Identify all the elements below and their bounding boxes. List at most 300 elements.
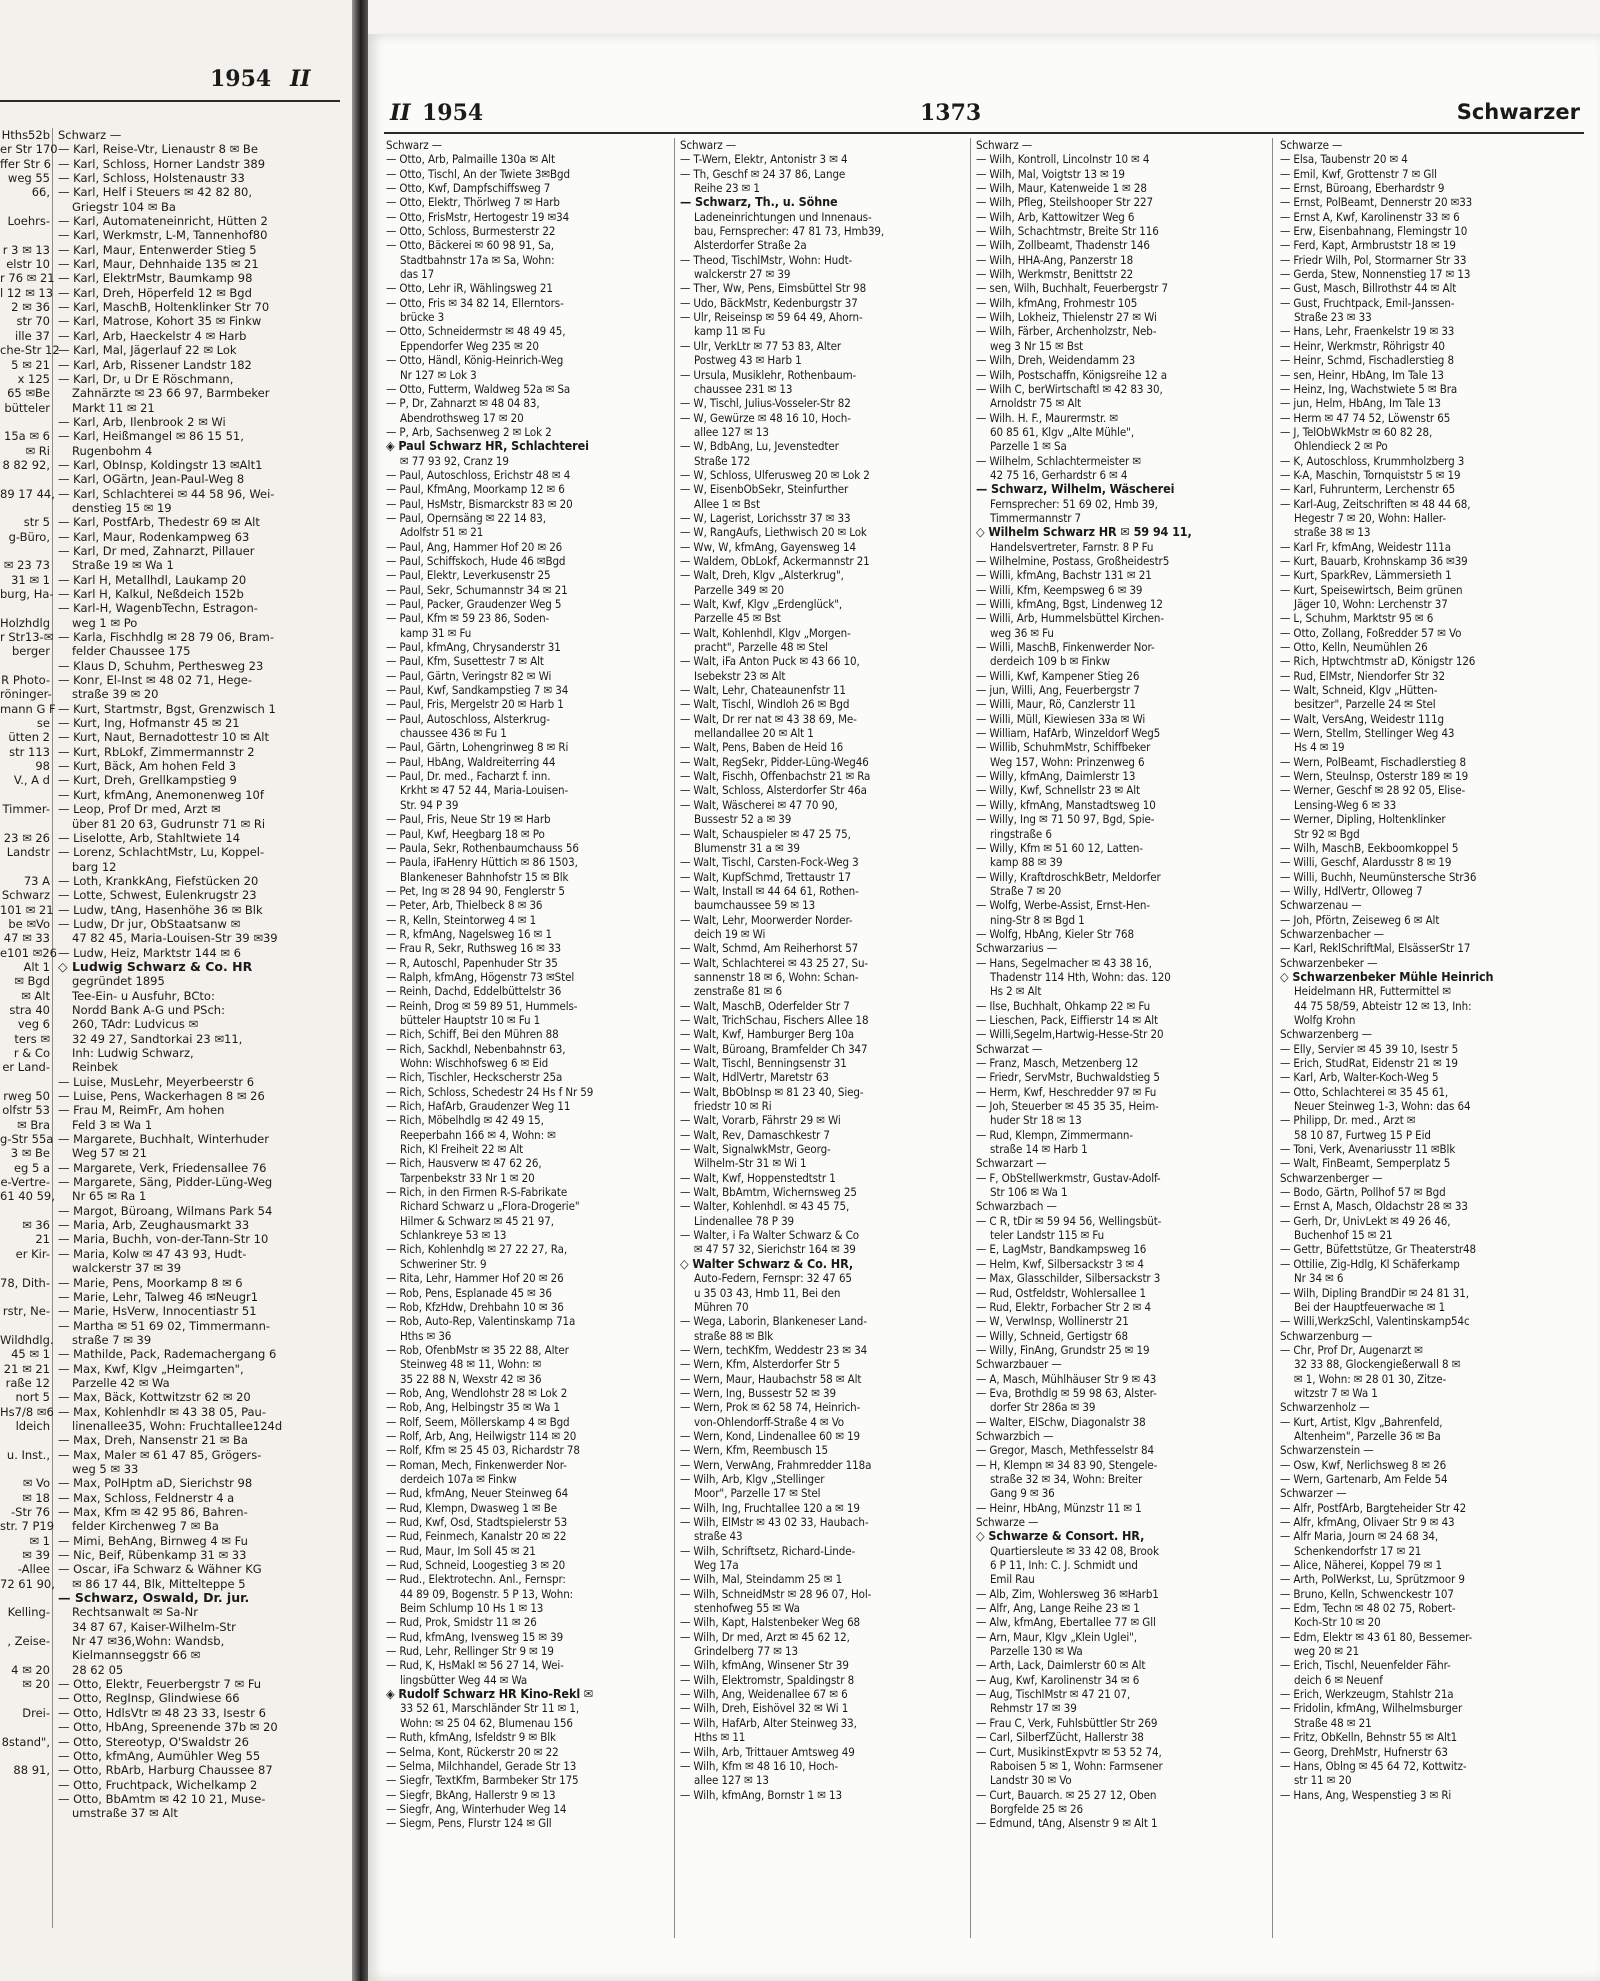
directory-entry-line: e-Vertre- bbox=[0, 1175, 50, 1190]
directory-entry-line: — Wilh, Kfm ✉ 48 16 10, Hoch- bbox=[680, 1758, 839, 1773]
surname-heading: Schwarze — bbox=[1280, 138, 1343, 152]
directory-entry-line: — sen, Wilh, Buchhalt, Feuerbergstr 7 bbox=[976, 281, 1168, 296]
directory-entry-line: über 81 20 63, Gudrunstr 71 ✉ Ri bbox=[72, 816, 266, 831]
directory-entry-line: — Rich, Hptwchtmstr aD, Königstr 126 bbox=[1280, 654, 1476, 669]
directory-entry-line: — Willib, SchuhmMstr, Schiffbeker bbox=[976, 740, 1151, 755]
directory-entry-line: Markt 11 ✉ 21 bbox=[72, 400, 155, 415]
directory-entry-line: — Wilh, ElMstr ✉ 43 02 33, Haubach- bbox=[680, 1515, 869, 1529]
directory-entry-line: Hths ✉ 36 bbox=[400, 1328, 452, 1343]
directory-entry-line: — William, HafArb, Winzeldorf Weg5 bbox=[976, 726, 1161, 741]
directory-entry-line: — Karl, ObInsp, Koldingstr 13 ✉Alt1 bbox=[58, 457, 263, 472]
directory-entry-line: r Str13-✉ bbox=[0, 630, 54, 645]
directory-entry-line: — H, Klempn ✉ 34 83 90, Stengele- bbox=[976, 1457, 1158, 1472]
directory-entry-line: rweg 50 bbox=[3, 1089, 50, 1104]
directory-entry-line: Tarpenbekstr 33 Nr 1 ✉ 20 bbox=[400, 1170, 535, 1185]
directory-entry-line: — Paul, Kfm ✉ 59 23 86, Soden- bbox=[386, 611, 550, 626]
directory-entry-line: — Georg, DrehMstr, Hufnerstr 63 bbox=[1280, 1744, 1448, 1759]
directory-entry-line: ✉ 77 93 92, Cranz 19 bbox=[400, 453, 509, 468]
directory-entry-line: Steinweg 48 ✉ 11, Wohn: ✉ bbox=[400, 1357, 542, 1372]
directory-entry-line: — C R, tDir ✉ 59 94 56, Wellingsbüt- bbox=[976, 1213, 1162, 1228]
directory-entry-line: — Theod, TischlMstr, Wohn: Hudt- bbox=[680, 252, 853, 267]
directory-entry-line: Abendrothsweg 17 ✉ 20 bbox=[400, 410, 524, 425]
directory-entry-line: — Paul, Gärtn, Veringstr 82 ✉ Wi bbox=[386, 668, 552, 683]
directory-entry-line: 32 33 88, Glockengießerwall 8 ✉ bbox=[1294, 1357, 1461, 1372]
directory-entry-line: — F, ObStellwerkmstr, Gustav-Adolf- bbox=[976, 1170, 1161, 1185]
directory-entry-line: — Curt, Bauarch. ✉ 25 27 12, Oben bbox=[976, 1787, 1157, 1802]
directory-entry-line: — Rob, OfenbMstr ✉ 35 22 88, Alter bbox=[386, 1342, 569, 1357]
directory-entry-line bbox=[0, 228, 52, 242]
directory-entry-line: — Ernst A, Masch, Oldachstr 28 ✉ 33 bbox=[1280, 1199, 1468, 1214]
directory-entry-line: Tee-Ein- u Ausfuhr, BCto: bbox=[72, 988, 215, 1003]
directory-entry-line: — Max, Bäck, Kottwitzstr 62 ✉ 20 bbox=[58, 1390, 251, 1405]
directory-entry-line: — L, Schuhm, Marktstr 95 ✉ 6 bbox=[1280, 611, 1434, 626]
directory-entry-line: — Selma, Kont, Rückerstr 20 ✉ 22 bbox=[386, 1744, 559, 1759]
surname-heading: Schwarzenbacher — bbox=[1280, 926, 1384, 941]
directory-entry-line: — Otto, RegInsp, Glindwiese 66 bbox=[58, 1691, 240, 1706]
directory-entry-line: Parzelle 42 ✉ Wa bbox=[72, 1375, 170, 1390]
right-page-header bbox=[390, 100, 1580, 130]
directory-entry-line: — Reinh, Drog ✉ 59 89 51, Hummels- bbox=[386, 998, 578, 1013]
directory-entry-line: -Allee bbox=[17, 1562, 50, 1577]
directory-entry-line: — Loth, KrankkAng, Fiefstücken 20 bbox=[58, 873, 259, 888]
left-page-cut-column bbox=[0, 128, 60, 1928]
directory-entry-line: — Rud, K, HsMakl ✉ 56 27 14, Wei- bbox=[386, 1658, 564, 1673]
directory-entry-line: ◈ Paul Schwarz HR, Schlachterei bbox=[386, 438, 589, 454]
directory-entry-line: zenstraße 81 ✉ 6 bbox=[694, 984, 782, 999]
directory-entry-line: — Joh, Pförtn, Zeiseweg 6 ✉ Alt bbox=[1280, 912, 1440, 927]
directory-entry-line: — Ludw, Heiz, Marktstr 144 ✉ 6 bbox=[58, 945, 241, 960]
directory-entry-line: Nr 65 ✉ Ra 1 bbox=[72, 1189, 147, 1204]
directory-entry-line: — Friedr Wilh, Pol, Stormarner Str 33 bbox=[1280, 252, 1467, 267]
directory-entry-line: — Kurt, Naut, Bernadottestr 10 ✉ Alt bbox=[58, 730, 270, 745]
directory-entry-line: 65 ✉Be bbox=[7, 386, 50, 401]
directory-entry-line: — Walt, Tischl, Windloh 26 ✉ Bgd bbox=[680, 697, 850, 712]
directory-entry-line: — Kurt, Artist, Klgv „Bahrenfeld, bbox=[1280, 1414, 1443, 1429]
directory-entry-line: — Klaus D, Schuhm, Perthesweg 23 bbox=[58, 658, 264, 673]
directory-entry-line: — Kurt, Ing, Hofmanstr 45 ✉ 21 bbox=[58, 716, 240, 731]
directory-entry-line: — Karl, Arb, Walter-Koch-Weg 5 bbox=[1280, 1070, 1439, 1085]
directory-entry-line: — Karl, Schloss, Horner Landstr 389 bbox=[58, 156, 266, 171]
directory-entry-line: — Paul, Dr. med., Facharzt f. inn. bbox=[386, 769, 551, 784]
directory-entry-line: — Mimi, BehAng, Birnweg 4 ✉ Fu bbox=[58, 1533, 248, 1548]
directory-entry-line: — Martha ✉ 51 69 02, Timmermann- bbox=[58, 1318, 271, 1333]
directory-entry-line: bau, Fernsprecher: 47 81 73, Hmb39, bbox=[694, 224, 885, 239]
directory-entry-line: raße 12 bbox=[5, 1375, 50, 1390]
directory-entry-line: — Rich, Schloss, Schedestr 24 Hs f Nr 59 bbox=[386, 1084, 594, 1099]
directory-entry-line: — Willi, Geschf, Alardusstr 8 ✉ 19 bbox=[1280, 855, 1452, 870]
directory-entry-line: — Lieschen, Pack, Eiffierstr 14 ✉ Alt bbox=[976, 1012, 1158, 1027]
directory-entry-line: — Arth, Lack, Daimlerstr 60 ✉ Alt bbox=[976, 1658, 1146, 1673]
directory-entry-line: r 3 ✉ 13 bbox=[2, 242, 50, 257]
directory-entry-line: bütteler Hauptstr 10 ✉ Fu 1 bbox=[400, 1012, 541, 1027]
directory-entry-line: — Frau R, Sekr, Ruthsweg 16 ✉ 33 bbox=[386, 941, 561, 956]
directory-entry-line: — Walt, Pens, Baben de Heid 16 bbox=[680, 740, 844, 755]
left-header-year: 1954 bbox=[210, 66, 272, 92]
directory-entry-line: — Marie, HsVerw, Innocentiastr 51 bbox=[58, 1304, 257, 1319]
directory-entry-line: kamp 31 ✉ Fu bbox=[400, 625, 472, 640]
directory-entry-line: pracht", Parzelle 48 ✉ Stel bbox=[694, 640, 828, 655]
directory-entry-line: — Elsa, Taubenstr 20 ✉ 4 bbox=[1280, 152, 1408, 167]
directory-column-3 bbox=[976, 138, 1273, 1938]
directory-entry-line: er Land- bbox=[2, 1060, 50, 1075]
directory-entry-line: — Karl, Reise-Vtr, Lienaustr 8 ✉ Be bbox=[58, 142, 258, 157]
directory-entry-line: — Wilh, HafArb, Alter Steinweg 33, bbox=[680, 1715, 857, 1730]
directory-entry-line: — Schwarz, Wilhelm, Wäscherei bbox=[976, 481, 1175, 497]
directory-entry-line: derdeich 107a ✉ Finkw bbox=[400, 1471, 517, 1486]
directory-entry-line: — Gust, Fruchtpack, Emil-Janssen- bbox=[1280, 295, 1455, 310]
directory-entry-line: ✉ Vo bbox=[22, 1476, 50, 1491]
directory-entry-line: — Wilh, HHA-Ang, Panzerstr 18 bbox=[976, 252, 1134, 267]
directory-entry-line: — Otto, Futterm, Waldweg 52a ✉ Sa bbox=[386, 381, 571, 396]
directory-entry-line: friedstr 10 ✉ Ri bbox=[694, 1099, 772, 1114]
directory-entry-line: — Rich, Sackhdl, Nebenbahnstr 63, bbox=[386, 1041, 566, 1056]
directory-entry-line: — Karl, Dr med, Zahnarzt, Pillauer bbox=[58, 543, 255, 558]
directory-entry-line: Feld 3 ✉ Wa 1 bbox=[72, 1117, 153, 1132]
directory-entry-line: — Erich, Tischl, Neuenfelder Fähr- bbox=[1280, 1658, 1451, 1673]
directory-entry-line: ffer Str 6 bbox=[0, 156, 51, 171]
directory-entry-line: — Willi, kfmAng, Bgst, Lindenweg 12 bbox=[976, 597, 1163, 611]
directory-entry-line: — Walt, Kohlenhdl, Klgv „Morgen- bbox=[680, 625, 851, 640]
directory-entry-line: — Karl H, Metallhdl, Laukamp 20 bbox=[58, 572, 247, 587]
directory-entry-line: umstraße 37 ✉ Alt bbox=[72, 1806, 178, 1821]
left-page-header bbox=[0, 66, 332, 96]
directory-entry-line: Schwarz bbox=[1, 888, 50, 903]
directory-entry-line: — Heinr, HbAng, Münzstr 11 ✉ 1 bbox=[976, 1500, 1142, 1515]
directory-entry-line: — Rud, Klempn, Zimmermann- bbox=[976, 1127, 1134, 1142]
directory-entry-line: Griegstr 104 ✉ Ba bbox=[72, 199, 176, 214]
directory-entry-line: — Paul, Autoschloss, Erichstr 48 ✉ 4 bbox=[386, 467, 571, 482]
page-number: 1373 bbox=[920, 100, 982, 126]
directory-entry-line: u. Inst., bbox=[6, 1447, 50, 1462]
directory-entry-line: barg 12 bbox=[72, 859, 117, 874]
directory-entry-line: — Otto, Zollang, Foßredder 57 ✉ Vo bbox=[1280, 625, 1462, 640]
directory-entry-line: — Wilhelm, Schlachtermeister ✉ bbox=[976, 453, 1141, 468]
directory-entry-line: Landstr 30 ✉ Vo bbox=[990, 1773, 1072, 1788]
directory-entry-line: deich 19 ✉ Wi bbox=[694, 926, 766, 941]
directory-entry-line: — Max, Dreh, Nansenstr 21 ✉ Ba bbox=[58, 1433, 248, 1448]
directory-entry-line: — Rud, Feinmech, Kanalstr 20 ✉ 22 bbox=[386, 1529, 567, 1544]
directory-entry-line: — Walt, Dreh, Klgv „Alsterkrug", bbox=[680, 568, 844, 583]
directory-entry-line: — Karl, Arb, Haeckelstr 4 ✉ Harb bbox=[58, 328, 247, 343]
directory-entry-line: Isebekstr 23 ✉ Alt bbox=[694, 668, 786, 683]
directory-entry-line: — Walt, Lehr, Chateaunenfstr 11 bbox=[680, 683, 846, 698]
directory-entry-line: röninger- bbox=[0, 687, 52, 702]
directory-entry-line: 21 ✉ 21 bbox=[3, 1361, 50, 1376]
directory-entry-line: 60 85 61, Klgv „Alte Mühle", bbox=[990, 424, 1135, 439]
directory-entry-line: — Frau C, Verk, Fuhlsbüttler Str 269 bbox=[976, 1715, 1158, 1730]
directory-entry-line: — Otto, Schneidermstr ✉ 48 49 45, bbox=[386, 324, 566, 339]
right-header-volume: II bbox=[390, 100, 411, 126]
directory-entry-line: — Paula, Sekr, Rothenbaumchauss 56 bbox=[386, 840, 579, 855]
directory-entry-line: lingsbütter Weg 44 ✉ Wa bbox=[400, 1672, 528, 1687]
directory-entry-line: — Karl, Maur, Dehnhaide 135 ✉ 21 bbox=[58, 257, 259, 272]
surname-heading: Schwarzenau — bbox=[1280, 898, 1362, 913]
directory-entry-line: — Luise, Pens, Wackerhagen 8 ✉ 26 bbox=[58, 1089, 265, 1104]
directory-entry-line: 89 17 44, bbox=[0, 486, 55, 501]
directory-entry-line: — Curt, MusikinstExpvtr ✉ 53 52 74, bbox=[976, 1744, 1162, 1759]
directory-entry-line: — Wern, techKfm, Weddestr 23 ✉ 34 bbox=[680, 1342, 868, 1357]
directory-entry-line: walckerstr 27 ✉ 39 bbox=[694, 267, 791, 282]
directory-entry-line: — Paul, Gärtn, Lohengrinweg 8 ✉ Ri bbox=[386, 740, 569, 755]
directory-entry-line: Timmer- bbox=[2, 802, 50, 817]
running-title: Schwarzer bbox=[1456, 100, 1580, 124]
directory-entry-line: — Karl, Werkmstr, L-M, Tannenhof80 bbox=[58, 228, 268, 243]
directory-entry-line: — Luise, MusLehr, Meyerbeerstr 6 bbox=[58, 1074, 255, 1089]
directory-entry-line: Hs 2 ✉ Alt bbox=[990, 984, 1042, 999]
directory-entry-line: — Wilh, Kapt, Halstenbeker Weg 68 bbox=[680, 1615, 861, 1630]
surname-heading: Schwarzbich — bbox=[976, 1428, 1054, 1443]
left-page bbox=[0, 0, 352, 1981]
directory-entry-line: — Otto, Fruchtpack, Wichelkamp 2 bbox=[58, 1777, 258, 1792]
directory-entry-line: Adolfstr 51 ✉ 21 bbox=[400, 525, 484, 540]
surname-heading: Schwarzat — bbox=[976, 1041, 1043, 1056]
directory-entry-line: — Karl-H, WagenbTechn, Estragon- bbox=[58, 601, 258, 616]
directory-entry-line: — Rud, Ostfeldstr, Wohlersallee 1 bbox=[976, 1285, 1147, 1300]
directory-entry-line: Straße 172 bbox=[694, 453, 751, 468]
directory-entry-line: — Otto, Tischl, An der Twiete 3✉Bgd bbox=[386, 166, 570, 181]
directory-entry-line: Straße 7 ✉ 20 bbox=[990, 883, 1062, 898]
directory-entry-line: — Kurt, SparkRev, Lämmersieth 1 bbox=[1280, 568, 1452, 583]
directory-entry-line: 47 ✉ 33 bbox=[3, 931, 50, 946]
directory-entry-line: — Walt, KupfSchmd, Trettaustr 17 bbox=[680, 869, 851, 884]
directory-entry-line: Nr 34 ✉ 6 bbox=[1294, 1271, 1344, 1286]
directory-entry-line: Parzelle 349 ✉ 20 bbox=[694, 582, 784, 597]
directory-entry-line: — Ralph, kfmAng, Högenstr 73 ✉Stel bbox=[386, 969, 575, 984]
directory-entry-line: — Friedr, ServMstr, Buchwaldstieg 5 bbox=[976, 1070, 1160, 1085]
directory-entry-line: — W, VerwInsp, Wollinerstr 21 bbox=[976, 1314, 1129, 1329]
directory-entry-line: — Hans, Lehr, Fraenkelstr 19 ✉ 33 bbox=[1280, 324, 1455, 339]
directory-entry-line: Weg 57 ✉ 21 bbox=[72, 1146, 147, 1161]
directory-entry-line: — Rud, Kwf, Osd, Stadtspielerstr 53 bbox=[386, 1515, 568, 1529]
directory-entry-line: g-Büro, bbox=[8, 529, 50, 544]
directory-entry-line: — Willy, Ing ✉ 71 50 97, Bgd, Spie- bbox=[976, 812, 1155, 827]
directory-entry-line: — Walt, Kwf, Hoppenstedtstr 1 bbox=[680, 1170, 836, 1185]
directory-entry-line: weg 5 ✉ 33 bbox=[72, 1461, 139, 1476]
directory-entry-line bbox=[0, 1261, 52, 1275]
directory-entry-line: — Wilh, Dr med, Arzt ✉ 45 62 12, bbox=[680, 1629, 850, 1644]
directory-entry-line: str 70 bbox=[16, 314, 50, 329]
directory-entry-line: straße 32 ✉ 34, Wohn: Breiter bbox=[990, 1471, 1143, 1486]
directory-entry-line: olfstr 53 bbox=[2, 1103, 50, 1118]
directory-entry-line: stra 40 bbox=[9, 1002, 50, 1017]
directory-entry-line: Beim Schlump 10 Hs 1 ✉ 13 bbox=[400, 1601, 544, 1616]
directory-entry-line: 28 62 05 bbox=[72, 1662, 124, 1677]
directory-entry-line: — W, RangAufs, Liethwisch 20 ✉ Lok bbox=[680, 525, 867, 540]
directory-entry-line: Rechtsanwalt ✉ Sa-Nr bbox=[72, 1605, 198, 1620]
directory-entry-line: — Rolf, Arb, Ang, Heilwigstr 114 ✉ 20 bbox=[386, 1428, 577, 1443]
directory-entry-line: Straße 23 ✉ 33 bbox=[1294, 310, 1372, 325]
directory-entry-line: — Karl, Maur, Entenwerder Stieg 5 bbox=[58, 242, 257, 257]
directory-entry-line: Lindenallee 78 P 39 bbox=[694, 1213, 795, 1228]
directory-entry-line: — Alfr Maria, Journ ✉ 24 68 34, bbox=[1280, 1529, 1439, 1544]
directory-entry-line: , Zeise- bbox=[7, 1634, 50, 1649]
directory-entry-line: Bei der Hauptfeuerwache ✉ 1 bbox=[1294, 1299, 1446, 1314]
directory-entry-line: — Otto, Lehr iR, Wählingsweg 21 bbox=[386, 281, 553, 296]
directory-entry-line: 58 10 87, Furtweg 15 P Eid bbox=[1294, 1127, 1431, 1142]
directory-entry-line: — Werner, Dipling, Holtenklinker bbox=[1280, 812, 1446, 827]
directory-entry-line: — W, Lagerist, Lorichsstr 37 ✉ 33 bbox=[680, 510, 851, 525]
directory-entry-line: straße 88 ✉ Blk bbox=[694, 1328, 774, 1343]
directory-entry-line: — Philipp, Dr. med., Arzt ✉ bbox=[1280, 1113, 1416, 1128]
directory-entry-line: — Osw, Kwf, Nerlichsweg 8 ✉ 26 bbox=[1280, 1457, 1447, 1472]
directory-entry-line: — Rolf, Seem, Möllerskamp 4 ✉ Bgd bbox=[386, 1414, 570, 1429]
directory-entry-line: — Willy, HdlVertr, Olloweg 7 bbox=[1280, 883, 1423, 898]
directory-entry-line: Wilhelm-Str 31 ✉ Wi 1 bbox=[694, 1156, 807, 1171]
directory-entry-line: ✉ 20 bbox=[22, 1677, 50, 1692]
directory-entry-line: — Willi, MaschB, Finkenwerder Nor- bbox=[976, 640, 1155, 655]
directory-entry-line: be ✉Vo bbox=[8, 916, 50, 931]
directory-entry-line: Borgfelde 25 ✉ 26 bbox=[990, 1801, 1084, 1816]
directory-entry-line: linenallee35, Wohn: Fruchtallee124d bbox=[72, 1418, 283, 1433]
directory-entry-line: — Wilh, Dipling BrandDir ✉ 24 81 31, bbox=[1280, 1285, 1469, 1300]
directory-entry-line: — R, kfmAng, Nagelsweg 16 ✉ 1 bbox=[386, 926, 552, 941]
directory-entry-line: Thadenstr 114 Hth, Wohn: das. 120 bbox=[990, 969, 1171, 984]
directory-entry-line: — Wilh C, berWirtschaftl ✉ 42 83 30, bbox=[976, 381, 1163, 396]
directory-entry-line: ringstraße 6 bbox=[990, 826, 1052, 841]
directory-entry-line: 44 75 58/59, Abteistr 12 ✉ 13, Inh: bbox=[1294, 998, 1472, 1013]
directory-entry-line: — Rud, Klempn, Dwasweg 1 ✉ Be bbox=[386, 1500, 558, 1515]
directory-entry-line: — Ludw, tAng, Hasenhöhe 36 ✉ Blk bbox=[58, 902, 263, 917]
directory-entry-line: 32 49 27, Sandtorkai 23 ✉11, bbox=[72, 1031, 243, 1046]
directory-entry-line: — Walt, Wäscherei ✉ 47 70 90, bbox=[680, 797, 838, 812]
directory-entry-line: nort 5 bbox=[15, 1390, 50, 1405]
directory-entry-line: str 5 bbox=[23, 515, 50, 530]
directory-entry-line: — Willy, Schneid, Gertigstr 68 bbox=[976, 1328, 1128, 1343]
directory-entry-line: — Otto, RbArb, Harburg Chaussee 87 bbox=[58, 1763, 273, 1778]
directory-entry-line: — Walt, Lehr, Moorwerder Norder- bbox=[680, 912, 853, 927]
directory-entry-line: Fernsprecher: 51 69 02, Hmb 39, bbox=[990, 496, 1158, 511]
directory-entry-line: — Paul, Packer, Graudenzer Weg 5 bbox=[386, 597, 562, 611]
directory-entry-line: Ohlendieck 2 ✉ Po bbox=[1294, 439, 1388, 454]
directory-entry-line: 98 bbox=[35, 759, 50, 774]
directory-entry-line: — Walt, Schauspieler ✉ 47 25 75, bbox=[680, 826, 851, 841]
directory-entry-line: ✉ Alt bbox=[21, 988, 50, 1003]
directory-entry-line: Blankeneser Bahnhofstr 15 ✉ Blk bbox=[400, 869, 569, 884]
directory-entry-line: Reinbek bbox=[72, 1060, 119, 1075]
directory-entry-line: — Wern, Kfm, Reembusch 15 bbox=[680, 1443, 829, 1458]
directory-entry-line: 33 52 61, Marschländer Str 11 ✉ 1, bbox=[400, 1701, 580, 1716]
directory-entry-line: — Marie, Pens, Moorkamp 8 ✉ 6 bbox=[58, 1275, 243, 1290]
directory-entry-line: — Wern, Maur, Haubachstr 58 ✉ Alt bbox=[680, 1371, 862, 1386]
directory-entry-line: R Photo- bbox=[1, 673, 50, 688]
directory-entry-line: — Rich, Möbelhdlg ✉ 42 49 15, bbox=[386, 1113, 544, 1128]
directory-entry-line: — Walt, MaschB, Oderfelder Str 7 bbox=[680, 998, 850, 1013]
directory-entry-line: — Aug, Kwf, Karolinenstr 34 ✉ 6 bbox=[976, 1672, 1140, 1687]
directory-entry-line: — Wern, Prok ✉ 62 58 74, Heinrich- bbox=[680, 1400, 861, 1415]
directory-entry-line: — P, Dr, Zahnarzt ✉ 48 04 83, bbox=[386, 396, 540, 411]
directory-entry-line: 88 91, bbox=[13, 1763, 50, 1778]
directory-entry-line: berger bbox=[11, 644, 50, 659]
directory-entry-line: — Udo, BäckMstr, Kedenburgstr 37 bbox=[680, 295, 858, 310]
directory-entry-line: — Rich, Kohlenhdlg ✉ 27 22 27, Ra, bbox=[386, 1242, 568, 1257]
directory-entry-line: — Ottilie, Zig-Hdlg, Kl Schäferkamp bbox=[1280, 1256, 1460, 1271]
directory-entry-line: sannenstr 18 ✉ 6, Wohn: Schan- bbox=[694, 969, 859, 984]
directory-entry-line: — Rud, Schneid, Loogestieg 3 ✉ 20 bbox=[386, 1558, 566, 1573]
directory-entry-line: Hths52b bbox=[1, 128, 50, 142]
surname-heading: Schwarzbach — bbox=[976, 1199, 1057, 1214]
directory-entry-line: 31 ✉ 1 bbox=[11, 572, 50, 587]
directory-entry-line: ◇ Walter Schwarz & Co. HR, bbox=[680, 1255, 854, 1271]
directory-entry-line: — Walt, Fischh, Offenbachstr 21 ✉ Ra bbox=[680, 769, 871, 784]
directory-entry-line: — Otto, BbAmtm ✉ 42 10 21, Muse- bbox=[58, 1791, 266, 1806]
directory-entry-line: 3 ✉ Be bbox=[10, 1146, 50, 1161]
directory-entry-line: — Willi, Arb, Hummelsbüttel Kirchen- bbox=[976, 611, 1165, 626]
directory-entry-line: — Willy, FinAng, Grundstr 25 ✉ 19 bbox=[976, 1342, 1150, 1357]
directory-entry-line: — Walt, Rev, Damaschkestr 7 bbox=[680, 1127, 830, 1142]
directory-entry-line: — Kurt, Bäck, Am hohen Feld 3 bbox=[58, 759, 237, 774]
directory-entry-line: — Wilh, Postschaffn, Königsreihe 12 a bbox=[976, 367, 1167, 382]
directory-entry-line: — Walt, Schloss, Alsterdorfer Str 46a bbox=[680, 783, 867, 798]
directory-entry-line: — Rita, Lehr, Hammer Hof 20 ✉ 26 bbox=[386, 1271, 564, 1286]
directory-entry-line: — Rud, Maur, Im Soll 45 ✉ 21 bbox=[386, 1543, 536, 1558]
directory-entry-line: weg 20 ✉ 21 bbox=[1294, 1644, 1360, 1659]
directory-entry-line: Auto-Federn, Fernspr: 32 47 65 bbox=[694, 1271, 852, 1286]
directory-entry-line: — Willi,WerkzSchl, Valentinskamp54c bbox=[1280, 1314, 1470, 1329]
surname-heading: Schwarzenstein — bbox=[1280, 1443, 1374, 1458]
directory-entry-line: — Wega, Laborin, Blankeneser Land- bbox=[680, 1314, 867, 1329]
directory-entry-line: Hegestr 7 ✉ 20, Wohn: Haller- bbox=[1294, 510, 1446, 525]
directory-entry-line: Buchenhof 15 ✉ 21 bbox=[1294, 1228, 1393, 1243]
directory-entry-line: — Willi,Segelm,Hartwig-Hesse-Str 20 bbox=[976, 1027, 1164, 1042]
directory-entry-line: ning-Str 8 ✉ Bgd 1 bbox=[990, 912, 1085, 927]
directory-entry-line: felder Chaussee 175 bbox=[72, 644, 191, 659]
surname-heading: Schwarzenholz — bbox=[1280, 1400, 1370, 1415]
directory-entry-line: — Kurt, Speisewirtsch, Beim grünen bbox=[1280, 582, 1463, 597]
directory-entry-line: — Rob, Ang, Wendlohstr 28 ✉ Lok 2 bbox=[386, 1385, 568, 1400]
directory-entry-line: — Walter, Kohlenhdl. ✉ 43 45 75, bbox=[680, 1199, 850, 1214]
directory-entry-line: — Ther, Ww, Pens, Eimsbüttel Str 98 bbox=[680, 281, 867, 296]
directory-entry-line: — Walt, HdlVertr, Maretstr 63 bbox=[680, 1070, 829, 1085]
directory-entry-line: — Otto, Fris ✉ 34 82 14, Ellerntors- bbox=[386, 295, 564, 310]
directory-entry-line: — Alfr, kfmAng, Olivaer Str 9 ✉ 43 bbox=[1280, 1515, 1455, 1529]
directory-entry-line bbox=[0, 200, 52, 214]
directory-entry-line: — Wilh, Arb, Trittauer Amtsweg 49 bbox=[680, 1744, 855, 1759]
directory-entry-line: — Walt, RegSekr, Pidder-Lüng-Weg46 bbox=[680, 754, 869, 769]
directory-entry-line: — Wilh, Dreh, Eishövel 32 ✉ Wi 1 bbox=[680, 1701, 849, 1716]
directory-entry-line: walckerstr 37 ✉ 39 bbox=[72, 1261, 182, 1276]
directory-entry-line: — Rob, Pens, Esplanade 45 ✉ 36 bbox=[386, 1285, 552, 1300]
directory-entry-line: Hths ✉ 11 bbox=[694, 1730, 746, 1745]
directory-entry-line: — Wilh, Schachtmstr, Breite Str 116 bbox=[976, 224, 1159, 239]
directory-entry-line: Reihe 23 ✉ 1 bbox=[694, 181, 760, 196]
directory-entry-line: denstieg 15 ✉ 19 bbox=[72, 500, 172, 515]
directory-entry-line: — Rob, Auto-Rep, Valentinskamp 71a bbox=[386, 1314, 576, 1329]
directory-entry-line: 61 40 59, bbox=[0, 1189, 55, 1204]
directory-entry-line: er Kir- bbox=[15, 1246, 50, 1261]
surname-heading: Schwarzenberger — bbox=[1280, 1170, 1383, 1185]
directory-entry-line: — Karl, OGärtn, Jean-Paul-Weg 8 bbox=[58, 472, 245, 487]
directory-entry-line: — Karl-Aug, Zeitschriften ✉ 48 44 68, bbox=[1280, 496, 1471, 511]
directory-entry-line: — Rich, Schiff, Bei den Mühren 88 bbox=[386, 1027, 559, 1042]
directory-entry-line: — Willy, Kwf, Schnellstr 23 ✉ Alt bbox=[976, 783, 1140, 798]
directory-entry-line: — Alice, Näherei, Koppel 79 ✉ 1 bbox=[1280, 1558, 1442, 1573]
directory-entry-line bbox=[0, 415, 52, 429]
directory-entry-line: — Alfr, Ang, Lange Reihe 23 ✉ 1 bbox=[976, 1601, 1140, 1616]
directory-entry-line: Richard Schwarz u „Flora-Drogerie" bbox=[400, 1199, 580, 1214]
directory-entry-line: — Paul, Fris, Neue Str 19 ✉ Harb bbox=[386, 812, 551, 827]
directory-entry-line: — Willy, Kfm ✉ 51 60 12, Latten- bbox=[976, 840, 1143, 855]
directory-entry-line: — Wilh, Mal, Steindamm 25 ✉ 1 bbox=[680, 1572, 843, 1587]
directory-entry-line: — Ernst, Büroang, Eberhardstr 9 bbox=[1280, 181, 1445, 196]
directory-entry-line: — Walt, Büroang, Bramfelder Ch 347 bbox=[680, 1041, 868, 1056]
directory-entry-line: — Willy, kfmAng, Daimlerstr 13 bbox=[976, 769, 1136, 784]
directory-entry-line: — Karl Fr, kfmAng, Weidestr 111a bbox=[1280, 539, 1451, 554]
directory-entry-line: Holzhdlg bbox=[0, 615, 50, 630]
directory-entry-line: — Otto, HdlsVtr ✉ 48 23 33, Isestr 6 bbox=[58, 1705, 266, 1720]
directory-entry-line: — Schwarz, Th., u. Söhne bbox=[680, 194, 838, 210]
directory-entry-line: — Paul, Fris, Mergelstr 20 ✉ Harb 1 bbox=[386, 697, 564, 712]
directory-entry-line: — Rich, in den Firmen R-S-Fabrikate bbox=[386, 1185, 568, 1200]
